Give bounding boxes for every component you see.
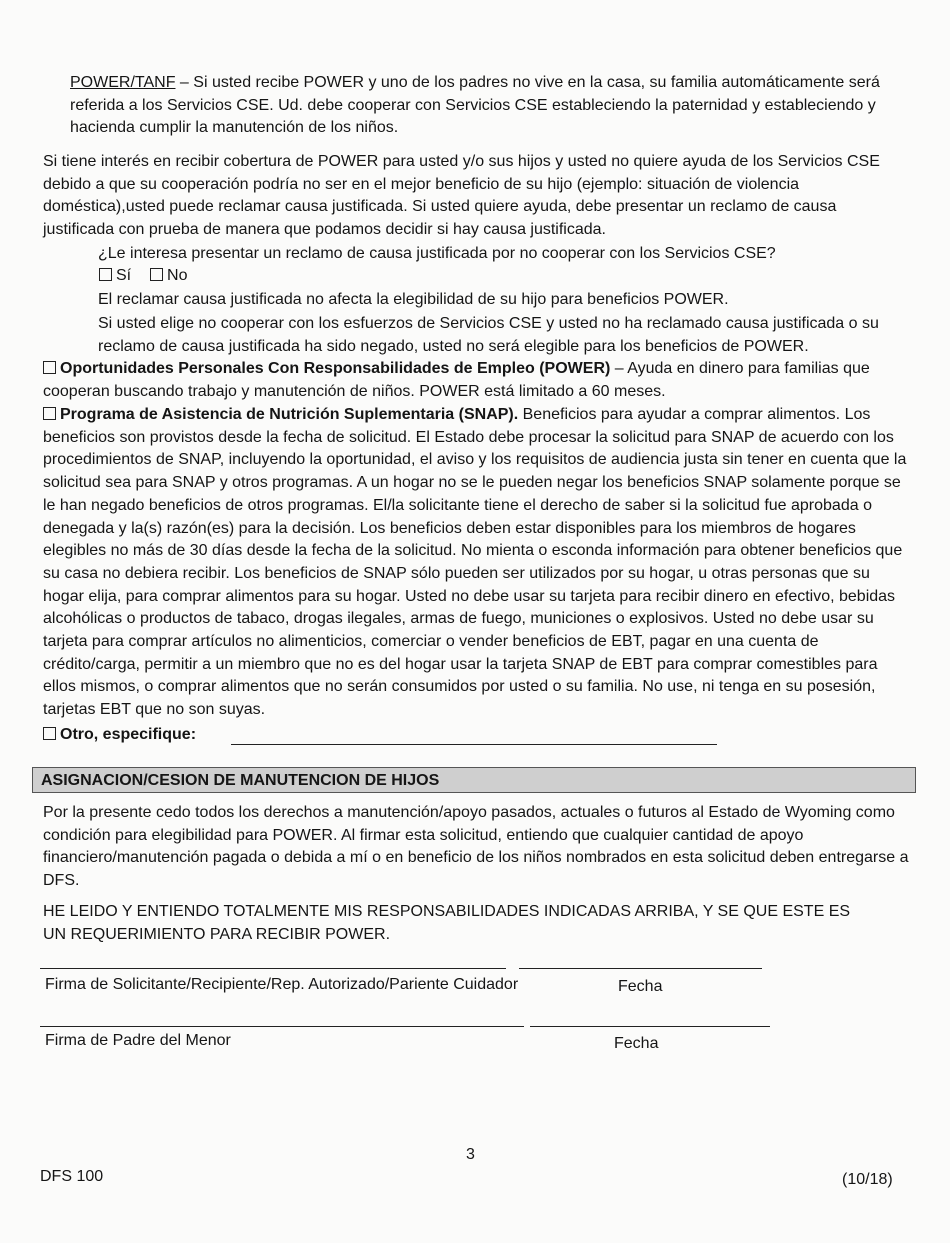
good-cause-question: ¿Le interesa presentar un reclamo de causa justificada por no cooperar con los Servicios CSE?: [98, 245, 776, 262]
yes-checkbox[interactable]: [99, 268, 112, 281]
parent-date-label: Fecha: [614, 1035, 659, 1052]
applicant-date-line[interactable]: [519, 968, 762, 969]
assignment-header-text: ASIGNACION/CESION DE MANUTENCION DE HIJOS: [41, 772, 440, 789]
parent-date-line[interactable]: [530, 1026, 770, 1027]
assignment-statement: HE LEIDO Y ENTIENDO TOTALMENTE MIS RESPONSABILIDADES INDICADAS ARRIBA, Y SE QUE ESTE ES UN REQUERIMIENTO PARA RECIBIR POWER.: [43, 903, 851, 943]
applicant-signature-label: Firma de Solicitante/Recipiente/Rep. Autorizado/Pariente Cuidador: [45, 976, 519, 993]
assignment-paragraph: Por la presente cedo todos los derechos a manutención/apoyo pasados, actuales o futuros al Estado de Wyoming como condición para elegibilidad para POWER. Al firmar esta solicitud, entiendo que cualquier cantidad de apoyo financiero/manutención pagada o debida a mí o en beneficio de los niños nombrados en esta solicitud deben entregarse a DFS.: [43, 804, 909, 890]
good-cause-note-2: Si usted elige no cooperar con los esfuerzos de Servicios CSE y usted no ha reclamado causa justificada o su reclamo de causa justificada ha sido negado, usted no será elegible para los beneficios de POWER.: [98, 315, 879, 355]
other-label: Otro, especifique:: [60, 726, 197, 743]
other-specify-line[interactable]: [231, 744, 717, 745]
form-id: DFS 100: [40, 1168, 104, 1185]
form-revision: (10/18): [842, 1171, 893, 1188]
other-checkbox[interactable]: [43, 727, 56, 740]
snap-program-title: Programa de Asistencia de Nutrición Suplementaria (SNAP).: [60, 406, 519, 423]
power-program-text: – Ayuda en dinero para familias que cooperan buscando trabajo y manutención de niños. POWER está limitado a 60 meses.: [43, 360, 870, 400]
power-tanf-paragraph: [70, 72, 892, 140]
snap-program-option: [43, 404, 913, 722]
applicant-signature-line[interactable]: [40, 968, 506, 969]
no-label: No: [167, 267, 188, 284]
no-checkbox[interactable]: [150, 268, 163, 281]
power-tanf-text: – Si usted recibe POWER y uno de los padres no vive en la casa, su familia automáticamente será referida a los Servicios CSE. Ud. debe cooperar con Servicios CSE estableciendo la paternidad y estableciendo y hacienda cumplir la manutención de los niños.: [70, 74, 880, 137]
good-cause-paragraph: Si tiene interés en recibir cobertura de POWER para usted y/o sus hijos y usted no quiere ayuda de los Servicios CSE debido a que su cooperación podría no ser en el mejor beneficio de su hijo (ejemplo: situación de violencia doméstica),usted puede reclamar causa justificada. Si usted quiere ayuda, debe presentar un reclamo de causa justificada con prueba de manera que podamos decidir si hay causa justificada.: [43, 153, 880, 239]
page-number: 3: [466, 1146, 475, 1163]
power-program-checkbox[interactable]: [43, 361, 56, 374]
assignment-header: [32, 767, 916, 793]
snap-program-text: Beneficios para ayudar a comprar alimentos. Los beneficios son provistos desde la fecha de solicitud. El Estado debe procesar la solicitud para SNAP de acuerdo con los procedimientos de SNAP, incluyendo la oportunidad, el aviso y los requisitos de audiencia justa sin tener en cuenta que la solicitud sea para SNAP y otros programas. A un hogar no se le pueden negar los beneficios SNAP solamente porque se le han negado beneficios de otros programas. El/la solicitante tiene el derecho de saber si la solicitud fue aprobada o denegada y la(s) razón(es) para la decisión. Los beneficios deben estar disponibles para los miembros de hogares elegibles no más de 30 días desde la fecha de la solicitud. No mienta o esconda información para obtener beneficios que su casa no debiera recibir. Los beneficios de SNAP sólo pueden ser utilizados por su hogar, u otras personas que su hogar elija, para comprar alimentos para su hogar. Usted no debe usar su tarjeta para recibir dinero en efectivo, bebidas alcohólicas o productos de tabaco, drogas ilegales, armas de fuego, municiones o explosivos. Usted no debe usar su tarjeta para comprar artículos no alimenticios, comerciar o vender beneficios de EBT, pagar en una cuenta de crédito/carga, permitir a un miembro que no es del hogar usar la tarjeta SNAP de EBT para comprar comestibles para ellos mismos, o comprar alimentos que no serán consumidos por usted o su familia. No use, ni tenga en su posesión, tarjetas EBT que no son suyas.: [43, 406, 907, 719]
good-cause-options: [99, 265, 399, 288]
good-cause-note-1: El reclamar causa justificada no afecta la elegibilidad de su hijo para beneficios POWER.: [98, 291, 729, 308]
snap-program-checkbox[interactable]: [43, 407, 56, 420]
power-tanf-label: POWER/TANF: [70, 74, 176, 91]
yes-label: Sí: [116, 267, 132, 284]
power-program-option: [43, 358, 903, 403]
parent-signature-line[interactable]: [40, 1026, 524, 1027]
applicant-date-label: Fecha: [618, 978, 663, 995]
parent-signature-label: Firma de Padre del Menor: [45, 1032, 231, 1049]
power-program-title: Oportunidades Personales Con Responsabilidades de Empleo (POWER): [60, 360, 611, 377]
